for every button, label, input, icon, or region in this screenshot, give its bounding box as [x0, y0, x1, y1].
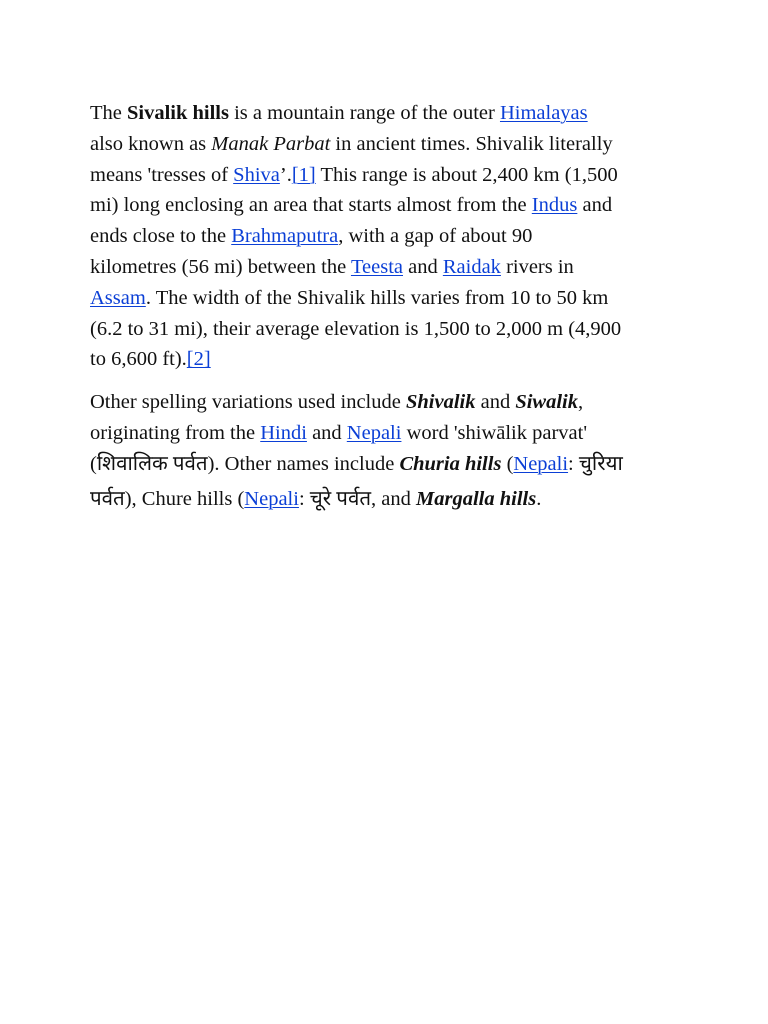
- link-shiva[interactable]: Shiva: [233, 163, 280, 186]
- text: and: [577, 194, 613, 217]
- bold-italic-term-siwalik: Siwalik: [515, 391, 578, 414]
- text-line: [90, 314, 682, 345]
- text: rivers in: [500, 255, 574, 278]
- bold-term-sivalik-hills: Sivalik hills: [127, 102, 229, 124]
- bold-italic-term-margalla-hills: Margalla hills: [416, 487, 537, 510]
- text-line: [90, 221, 682, 252]
- text: : चूरे पर्वत, and: [298, 487, 417, 510]
- text: and: [475, 391, 516, 414]
- link-raidak[interactable]: Raidak: [442, 255, 501, 278]
- text-line: [90, 129, 682, 160]
- text: to 6,600 ft).: [90, 348, 187, 371]
- text: (6.2 to 31 mi), their average elevation is 1,500 to 2,000 m (4,900: [90, 317, 622, 340]
- bold-italic-term-churia-hills: Churia hills: [399, 452, 502, 475]
- text: also known as: [90, 132, 212, 155]
- text: mi) long enclosing an area that starts almost from the: [90, 194, 532, 217]
- document-page: [90, 98, 682, 514]
- text-line: [90, 449, 682, 480]
- italic-term-manak-parbat: Manak Parbat: [211, 132, 331, 155]
- text-line: [90, 484, 682, 515]
- text: The: [90, 102, 127, 124]
- link-hindi[interactable]: Hindi: [260, 421, 307, 444]
- text: , with a gap of about 90: [338, 225, 533, 248]
- text: .: [536, 487, 542, 510]
- link-brahmaputra[interactable]: Brahmaputra: [231, 225, 339, 248]
- link-indus[interactable]: Indus: [531, 194, 578, 217]
- text: पर्वत), Chure hills (: [90, 487, 245, 510]
- link-teesta[interactable]: Teesta: [350, 255, 403, 278]
- reference-link-2[interactable]: [2]: [186, 348, 211, 371]
- bold-italic-term-shivalik: Shivalik: [405, 391, 476, 414]
- text: kilometres (56 mi) between the: [90, 255, 351, 278]
- text: word 'shiwālik parvat': [401, 421, 588, 444]
- text-line: [90, 344, 682, 375]
- text: in ancient times. Shivalik literally: [330, 132, 613, 155]
- paragraph-sivalik-intro: [90, 98, 682, 375]
- text: originating from the: [90, 421, 261, 444]
- text: ,: [578, 391, 584, 414]
- link-nepali[interactable]: Nepali: [346, 421, 402, 444]
- reference-link-1[interactable]: [1]: [291, 163, 316, 186]
- link-assam[interactable]: Assam: [90, 286, 146, 309]
- text: ends close to the: [90, 225, 232, 248]
- text-line: [90, 418, 682, 449]
- link-himalayas[interactable]: Himalayas: [499, 102, 588, 124]
- text-line: [90, 252, 682, 283]
- text: : चुरिया: [568, 452, 623, 475]
- text: This range is about 2,400 km (1,500: [315, 163, 618, 186]
- text: and: [306, 421, 347, 444]
- text-line: [90, 283, 682, 314]
- text: (: [501, 452, 514, 475]
- text: (शिवालिक पर्वत). Other names include: [90, 452, 400, 475]
- text-line: [90, 387, 682, 418]
- text: ’.: [279, 163, 292, 186]
- text: means 'tresses of: [90, 163, 234, 186]
- link-nepali[interactable]: Nepali: [244, 487, 299, 510]
- text-line: [90, 190, 682, 221]
- text: Other spelling variations used include: [90, 391, 406, 414]
- link-nepali[interactable]: Nepali: [513, 452, 569, 475]
- text-line: [90, 98, 682, 129]
- text: . The width of the Shivalik hills varies from 10 to 50 km: [145, 286, 609, 309]
- text-line: [90, 160, 682, 191]
- text: is a mountain range of the outer: [228, 102, 500, 124]
- paragraph-spelling-variations: [90, 387, 682, 514]
- text: and: [403, 255, 443, 278]
